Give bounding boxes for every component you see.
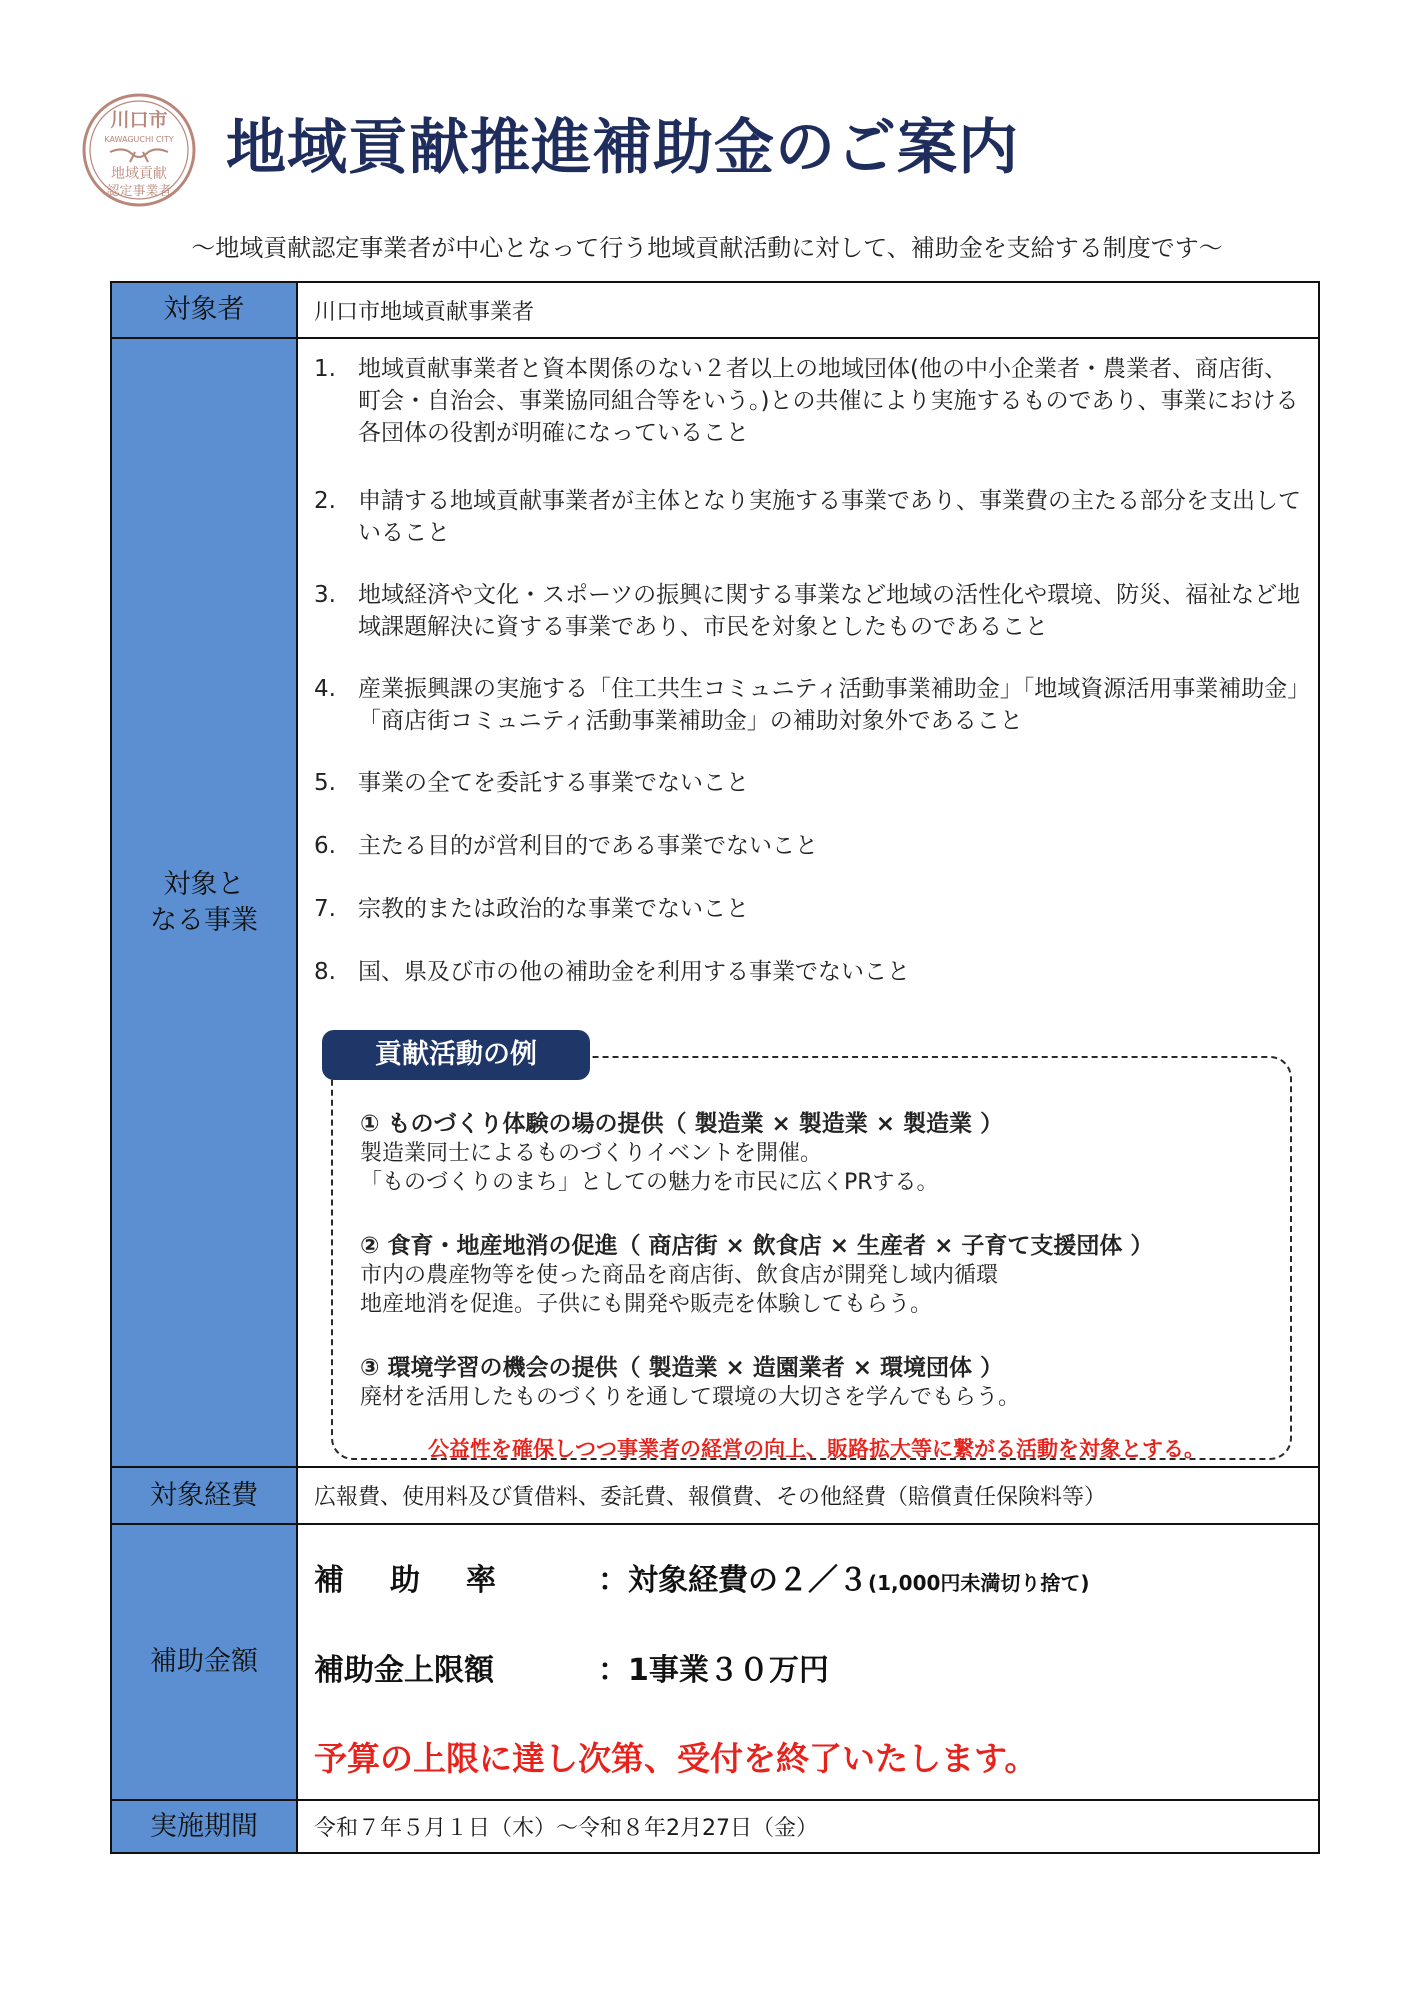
condition-item: 3. 地域経済や文化・スポーツの振興に関する事業など地域の活性化や環境、防災、福祉など地域課題解決に資する事業であり、市民を対象としたものであること: [314, 582, 1301, 640]
example-line: 「ものづくりのまち」としての魅力を市民に広くPRする。: [360, 1170, 939, 1195]
amount-label: 補助金額: [111, 1524, 297, 1800]
example-title: ③ 環境学習の機会の提供（ 製造業 × 造園業者 × 環境団体 ）: [360, 1355, 1004, 1381]
subsidy-info-table: [110, 281, 1320, 1854]
projects-body: [297, 338, 1319, 1467]
city-badge-logo: [80, 86, 198, 221]
example-item: [360, 1354, 1020, 1412]
conditions-list: [314, 339, 1318, 1006]
row-target: [111, 282, 1319, 338]
condition-item: 8. 国、県及び市の他の補助金を利用する事業でないこと: [314, 959, 910, 985]
cost-value: 広報費、使用料及び賃借料、委託費、報償費、その他経費（賠償責任保険料等）: [297, 1467, 1319, 1524]
subsidy-rate-line: [314, 1555, 1318, 1605]
row-period: [111, 1800, 1319, 1853]
row-projects: [111, 338, 1319, 1467]
examples-tab-label: 貢献活動の例: [322, 1030, 590, 1080]
period-value: 令和７年５月１日（木）～令和８年2月27日（金）: [297, 1800, 1319, 1853]
subsidy-rate-label: 補 助 率: [314, 1562, 496, 1598]
condition-item: 4. 産業振興課の実施する「住工共生コミュニティ活動事業補助金」「地域資源活用事業補助金」「商店街コミュニティ活動事業補助金」の補助対象外であること: [314, 676, 1299, 734]
condition-item: 7. 宗教的または政治的な事業でないこと: [314, 896, 749, 922]
examples-emphasis-note: 公益性を確保しつつ事業者の経営の向上、販路拡大等に繋がる活動を対象とする。: [428, 1437, 1205, 1461]
example-line: 廃材を活用したものづくりを通して環境の大切さを学んでもらう。: [360, 1385, 1021, 1410]
subsidy-rate-note: (1,000円未満切り捨て): [868, 1570, 1090, 1595]
example-title: ② 食育・地産地消の促進（ 商店街 × 飲食店 × 生産者 × 子育て支援団体 ）: [360, 1233, 1154, 1259]
examples-section: [314, 1030, 1318, 1466]
example-line: 製造業同士によるものづくりイベントを開催。: [360, 1141, 823, 1166]
target-value: 川口市地域貢献事業者: [297, 282, 1319, 338]
logo-city-mark: 川口市: [110, 109, 168, 131]
period-label: 実施期間: [111, 1800, 297, 1853]
logo-city-en: KAWAGUCHI CITY: [104, 135, 174, 144]
condition-item: 6. 主たる目的が営利目的である事業でないこと: [314, 833, 818, 859]
page-subtitle: ～地域貢献認定事業者が中心となって行う地域貢献活動に対して、補助金を支給する制度です～: [191, 234, 1223, 262]
logo-badge-line2: 認定事業者: [106, 184, 172, 199]
subsidy-cap-label: 補助金上限額: [314, 1652, 494, 1688]
page-title: 地域貢献推進補助金のご案内: [226, 113, 1019, 183]
example-item: [360, 1110, 1003, 1197]
row-cost: [111, 1467, 1319, 1524]
condition-item: 2. 申請する地域貢献事業者が主体となり実施する事業であり、事業費の主たる部分を支出していること: [314, 488, 1301, 546]
subsidy-rate-value: ：対象経費の２／３(1,000円未満切り捨て): [598, 1562, 1090, 1598]
logo-badge-line1: 地域貢献: [111, 166, 167, 182]
example-line: 市内の農産物等を使った商品を商店街、飲食店が開発し域内循環: [360, 1263, 999, 1288]
projects-label: [111, 338, 297, 1467]
projects-label-line2: なる事業: [150, 904, 258, 936]
budget-limit-note: 予算の上限に達し次第、受付を終了いたします。: [314, 1738, 1038, 1778]
example-title: ① ものづくり体験の場の提供（ 製造業 × 製造業 × 製造業 ）: [360, 1111, 1004, 1137]
subsidy-cap-line: [314, 1645, 1318, 1695]
amount-body: [297, 1524, 1319, 1800]
example-item: [360, 1232, 1153, 1319]
row-amount: [111, 1524, 1319, 1800]
example-line: 地産地消を促進。子供にも開発や販売を体験してもらう。: [360, 1292, 933, 1317]
condition-item: 1. 地域貢献事業者と資本関係のない２者以上の地域団体(他の中小企業者・農業者、商店街、町会・自治会、事業協同組合等をいう。)との共催により実施するものであり、事業における各団体の役割が明確になっていること: [314, 356, 1299, 446]
subsidy-cap-value: ：1事業３０万円: [598, 1652, 829, 1688]
target-label: 対象者: [111, 282, 297, 338]
cost-label: 対象経費: [111, 1467, 297, 1524]
projects-label-line1: 対象と: [163, 868, 245, 900]
condition-item: 5. 事業の全てを委託する事業でないこと: [314, 770, 749, 796]
